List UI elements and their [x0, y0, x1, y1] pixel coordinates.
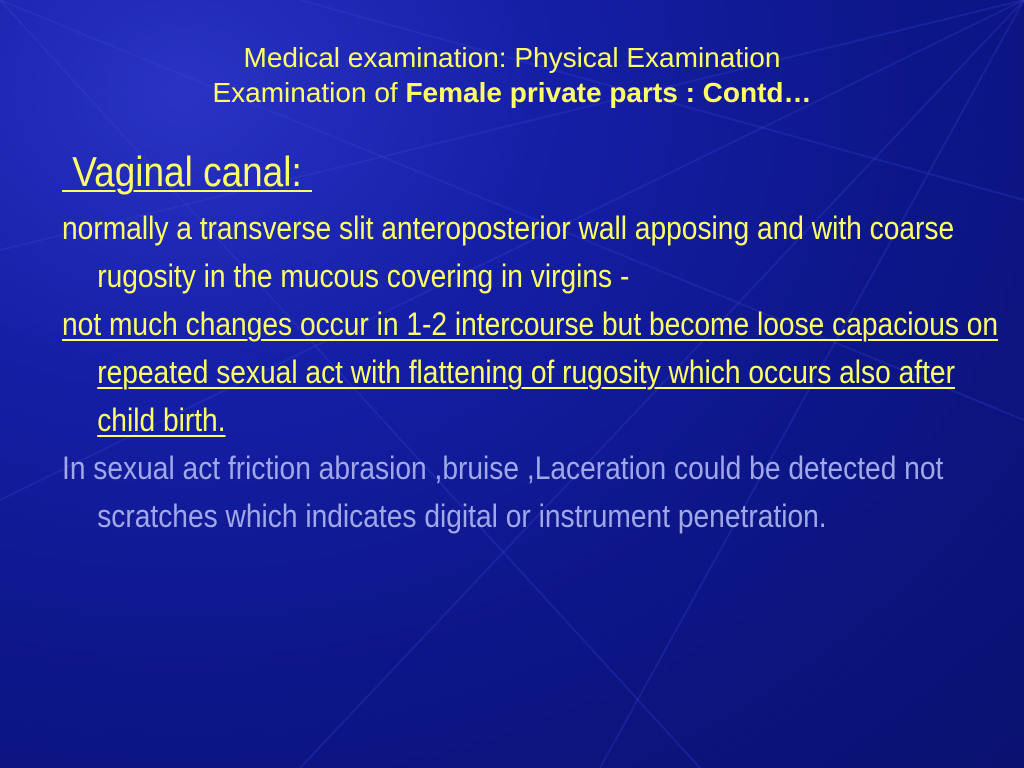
section-heading: Vaginal canal:	[62, 148, 312, 195]
paragraph-changes-text: not much changes occur in 1-2 intercourse but become loose capacious on repeated sexual act with flattening of rugosity which occurs also after child birth.	[62, 306, 999, 438]
slide-title	[0, 40, 1024, 110]
paragraph-injuries: In sexual act friction abrasion ,bruise ,Laceration could be detected not scratches which indicates digital or instrument penetration.	[62, 450, 944, 534]
title-line-2-bold: Female private parts : Contd…	[405, 77, 812, 108]
title-line-1: Medical examination: Physical Examination	[243, 42, 781, 73]
paragraph-normal-state: normally a transverse slit anteroposterior wall apposing and with coarse rugosity in the mucous covering in virgins -	[62, 210, 955, 294]
title-line-2-prefix: Examination of	[212, 77, 406, 108]
slide-body	[62, 146, 999, 540]
paragraph-changes	[62, 300, 1007, 444]
title-line-2	[0, 75, 1024, 110]
